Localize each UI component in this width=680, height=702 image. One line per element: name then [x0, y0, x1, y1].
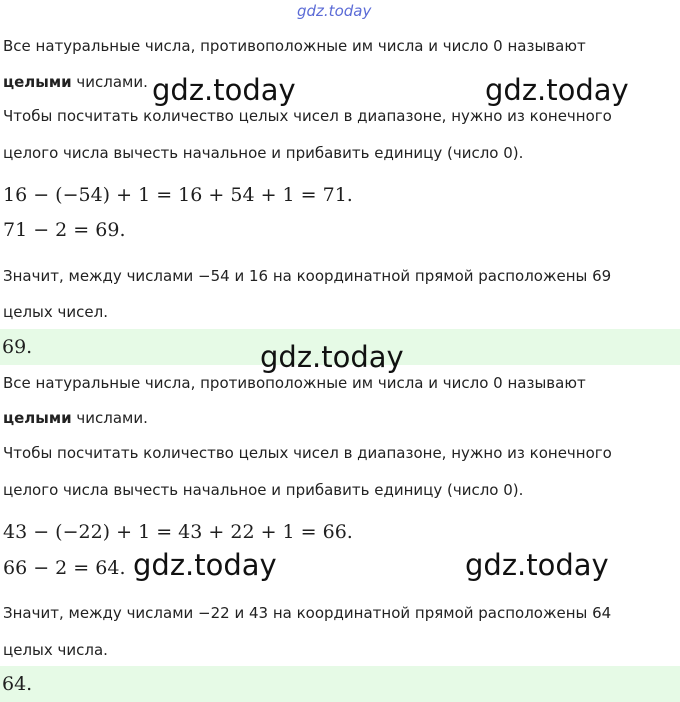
intro-rest: числами.: [71, 73, 148, 91]
intro-rest: числами.: [71, 409, 148, 427]
conclusion-line-2: целых чисел.: [3, 303, 108, 321]
answer-value: 69.: [2, 336, 33, 358]
equation-2: 66 − 2 = 64.: [3, 557, 126, 579]
rule-line-2: целого числа вычесть начальное и прибавить единицу (число 0).: [3, 481, 524, 499]
watermark-text: gdz.today: [485, 73, 629, 107]
conclusion-line-2: целых числа.: [3, 641, 108, 659]
intro-line-2: [3, 72, 148, 92]
equation-1: 16 − (−54) + 1 = 16 + 54 + 1 = 71.: [3, 184, 353, 206]
intro-line-1: Все натуральные числа, противоположные им числа и число 0 называют: [3, 37, 586, 55]
equation-2: 71 − 2 = 69.: [3, 219, 126, 241]
watermark-text: gdz.today: [152, 73, 296, 107]
term-integers: целыми: [3, 73, 72, 91]
watermark-text: gdz.today: [260, 340, 404, 374]
conclusion-line-1: Значит, между числами −22 и 43 на координатной прямой расположены 64: [3, 604, 612, 622]
equation-1: 43 − (−22) + 1 = 43 + 22 + 1 = 66.: [3, 521, 353, 543]
answer-value: 64.: [2, 673, 33, 695]
rule-line-1: Чтобы посчитать количество целых чисел в диапазоне, нужно из конечного: [3, 444, 612, 462]
answer-block: [0, 666, 680, 702]
watermark-text: gdz.today: [133, 548, 277, 582]
intro-line-2: [3, 408, 148, 428]
rule-line-1: Чтобы посчитать количество целых чисел в диапазоне, нужно из конечного: [3, 107, 612, 125]
conclusion-line-1: Значит, между числами −54 и 16 на координатной прямой расположены 69: [3, 267, 612, 285]
header-watermark: gdz.today: [297, 2, 372, 20]
rule-line-2: целого числа вычесть начальное и прибавить единицу (число 0).: [3, 144, 524, 162]
watermark-text: gdz.today: [465, 548, 609, 582]
intro-line-1: Все натуральные числа, противоположные им числа и число 0 называют: [3, 374, 586, 392]
term-integers: целыми: [3, 409, 72, 427]
